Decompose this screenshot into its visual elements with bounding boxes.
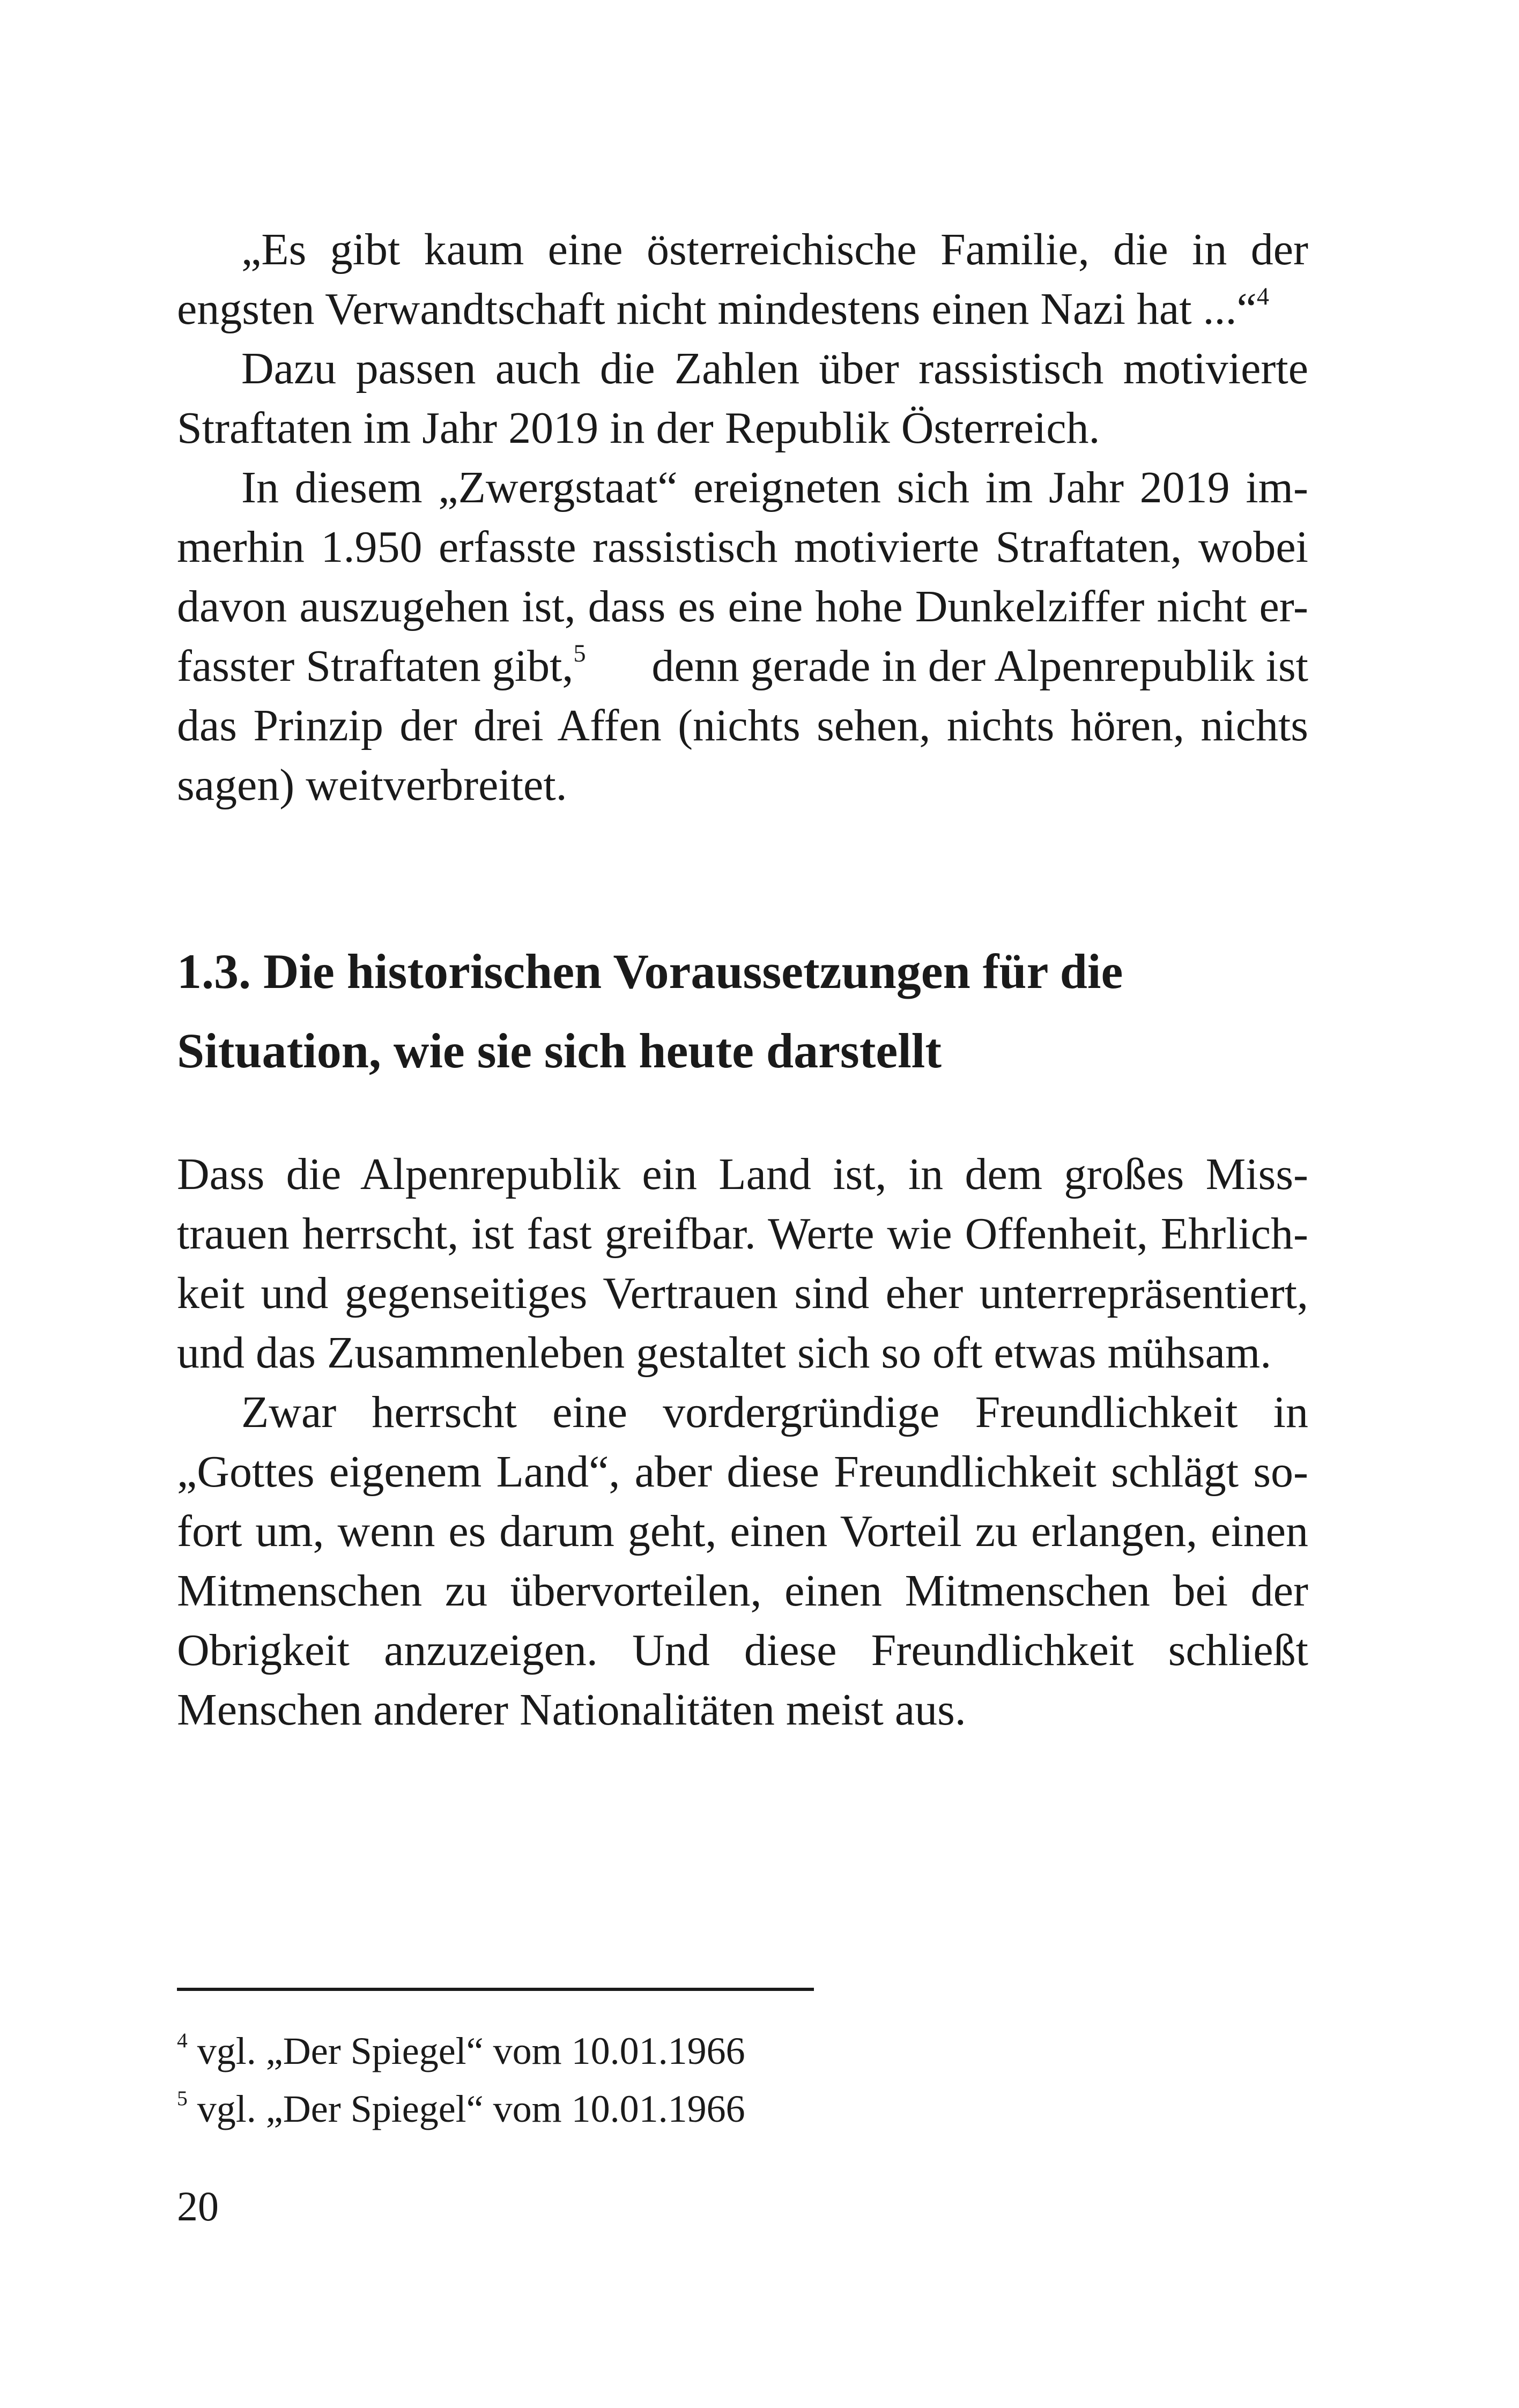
text-line: Dazu passen auch die Zahlen über rassistisch motivierte xyxy=(241,344,1308,393)
page-number: 20 xyxy=(177,2183,219,2229)
footnote-ref: 4 xyxy=(1256,283,1269,310)
footnote-number: 5 xyxy=(177,2086,188,2110)
text-line: und das Zusammenleben gestaltet sich so oft etwas mühsam. xyxy=(177,1328,1272,1378)
body-text-top xyxy=(177,220,1308,815)
text-line: engsten Verwandtschaft nicht mindestens einen Nazi hat ...“$^4$ xyxy=(177,283,1269,334)
footnote-text: vgl. „Der Spiegel“ vom 10.01.1966 xyxy=(197,2087,745,2130)
heading-line: 1.3. Die historischen Voraussetzungen für die xyxy=(177,944,1123,999)
text-line: das Prinzip der drei Affen (nichts sehen, nichts hören, nichts xyxy=(177,701,1308,750)
section-heading xyxy=(177,932,1330,1090)
text-line: Mitmenschen zu übervorteilen, einen Mitmenschen bei der xyxy=(177,1566,1308,1616)
footnote xyxy=(177,2022,1035,2080)
footnotes xyxy=(177,2022,1035,2138)
footnote-number: 4 xyxy=(177,2028,188,2053)
text-line: fort um, wenn es darum geht, einen Vorteil zu erlangen, einen xyxy=(177,1506,1308,1556)
text-line: davon auszugehen ist, dass es eine hohe Dunkelziffer nicht er- xyxy=(177,582,1308,631)
heading-line: Situation, wie sie sich heute darstellt xyxy=(177,1023,942,1078)
footnote xyxy=(177,2080,1035,2138)
text-line: fasster Straftaten gibt,$^5$ denn gerade in der Alpenrepublik ist xyxy=(177,640,1308,691)
text-line: sagen) weitverbreitet. xyxy=(177,760,567,810)
text-line: Obrigkeit anzuzeigen. Und diese Freundlichkeit schließt xyxy=(177,1625,1308,1675)
text-line: In diesem „Zwergstaat“ ereigneten sich im Jahr 2019 im- xyxy=(241,463,1308,512)
text-line: Dass die Alpenrepublik ein Land ist, in dem großes Miss- xyxy=(177,1149,1308,1199)
text-line: Zwar herrscht eine vordergründige Freundlichkeit in xyxy=(241,1387,1308,1437)
footnote-text: vgl. „Der Spiegel“ vom 10.01.1966 xyxy=(197,2030,745,2072)
text-line: merhin 1.950 erfasste rassistisch motivierte Straftaten, wobei xyxy=(177,522,1308,572)
text-line: „Es gibt kaum eine österreichische Familie, die in der xyxy=(241,225,1308,274)
text-line: trauen herrscht, ist fast greifbar. Werte wie Offenheit, Ehrlich- xyxy=(177,1209,1308,1259)
footnote-ref: 5 xyxy=(573,640,586,667)
text-line: keit und gegenseitiges Vertrauen sind eher unterrepräsentiert, xyxy=(177,1268,1308,1318)
footnote-divider xyxy=(177,1988,814,1991)
text-line: Straftaten im Jahr 2019 in der Republik Österreich. xyxy=(177,403,1100,453)
text-line: „Gottes eigenem Land“, aber diese Freundlichkeit schlägt so- xyxy=(177,1447,1308,1497)
text-line: Menschen anderer Nationalitäten meist aus. xyxy=(177,1685,966,1735)
body-text-bottom xyxy=(177,1144,1308,1740)
